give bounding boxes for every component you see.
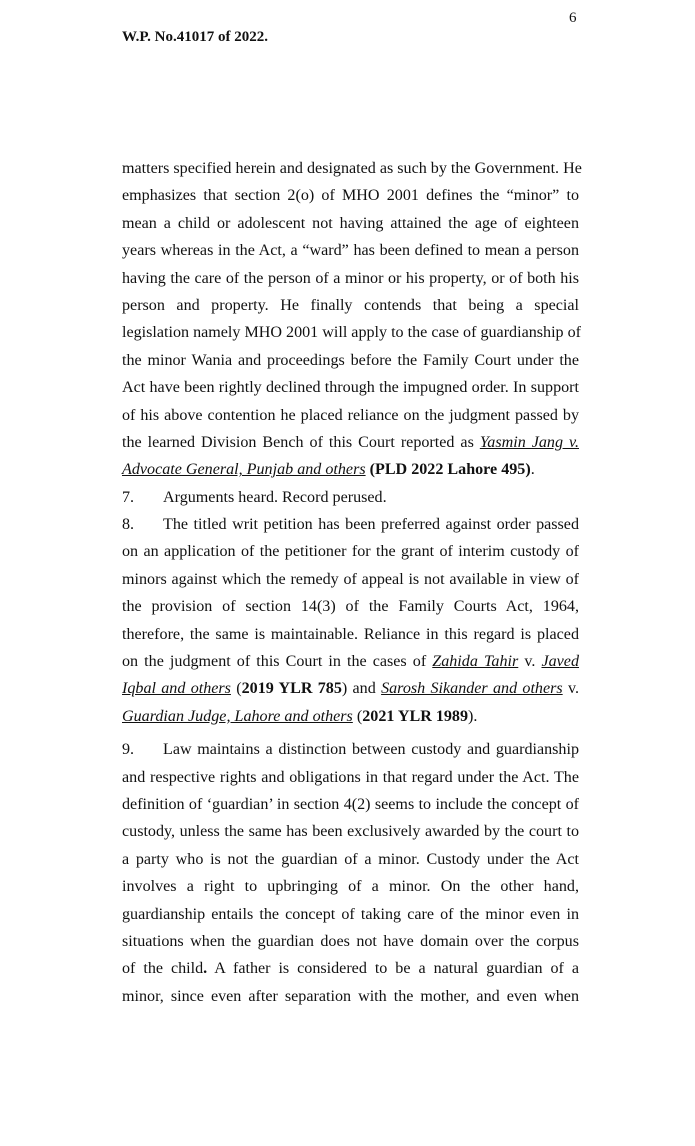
text-segment: and respective rights and obligations in that regard under the Act. The (122, 768, 579, 786)
text-segment: A father is considered to be a natural guardian of a (207, 960, 579, 978)
paragraph-8 (122, 511, 579, 730)
text-segment: The titled writ petition has been preferred against order passed (163, 516, 579, 534)
text-segment: of his above contention he placed reliance on the judgment passed by (122, 406, 579, 424)
case-citation-name: Guardian Judge, Lahore and others (122, 707, 353, 725)
paragraph-number: 8. (122, 516, 135, 534)
text-segment: v. (518, 653, 542, 671)
text-line (122, 237, 579, 264)
text-line (122, 764, 579, 791)
paragraph-9 (122, 736, 579, 1010)
text-line (122, 901, 579, 928)
text-line (122, 983, 579, 1010)
text-segment: minors against which the remedy of appeal is not available in view of (122, 570, 579, 588)
case-citation-name: Zahida Tahir (432, 653, 519, 671)
case-citation-name: Yasmin Jang v. (479, 433, 579, 451)
text-line (122, 791, 579, 818)
case-citation-name: Sarosh Sikander and others (381, 680, 563, 698)
law-report-citation: . (203, 960, 208, 978)
text-segment: Act have been rightly declined through the impugned order. In support (122, 379, 579, 397)
text-segment: having the care of the person of a minor or his property, or of both his (122, 269, 579, 287)
text-line (122, 593, 579, 620)
paragraph-number: 7. (122, 488, 135, 506)
text-line (122, 846, 579, 873)
text-segment: Arguments heard. Record perused. (163, 488, 387, 506)
text-line (122, 736, 579, 763)
text-line (122, 955, 579, 982)
text-segment: situations when the guardian does not have domain over the corpus (122, 932, 579, 950)
text-segment: on an application of the petitioner for the grant of interim custody of (122, 543, 579, 561)
text-segment: custody, unless the same has been exclusively awarded by the court to (122, 823, 579, 841)
text-segment: Law maintains a distinction between custody and guardianship (163, 741, 579, 759)
text-line (122, 873, 579, 900)
text-segment: therefore, the same is maintainable. Reliance in this regard is placed (122, 625, 579, 643)
text-segment: . (530, 461, 535, 479)
text-segment: definition of ‘guardian’ in section 4(2) seems to include the concept of (122, 795, 579, 813)
text-line (122, 566, 579, 593)
text-line (122, 703, 579, 730)
case-citation-name: Javed (541, 653, 579, 671)
text-segment: ) and (341, 680, 382, 698)
text-line (122, 155, 582, 182)
text-line (122, 675, 579, 702)
text-segment: years whereas in the Act, a “ward” has been defined to mean a person (122, 242, 579, 260)
paragraph-number: 9. (122, 741, 135, 759)
text-segment: the minor Wania and proceedings before the Family Court under the (122, 351, 579, 369)
text-line (122, 374, 579, 401)
text-line (122, 319, 582, 346)
text-segment: the provision of section 14(3) of the Family Courts Act, 1964, (122, 598, 579, 616)
text-line (122, 484, 579, 511)
text-segment: involves a right to upbringing of a minor. On the other hand, (122, 878, 579, 896)
text-line (122, 456, 579, 483)
text-line (122, 621, 579, 648)
text-line (122, 538, 579, 565)
document-body (122, 155, 582, 1010)
text-segment: guardianship entails the concept of taking care of the minor even in (122, 905, 579, 923)
text-segment: a party who is not the guardian of a minor. Custody under the Act (122, 850, 579, 868)
text-line (122, 292, 579, 319)
case-citation-name: Iqbal and others (122, 680, 231, 698)
text-line (122, 928, 579, 955)
law-report-citation: 2021 YLR 1989 (362, 707, 469, 725)
text-line (122, 265, 579, 292)
text-segment: mean a child or adolescent not having attained the age of eighteen (122, 214, 579, 232)
text-segment: v. (562, 680, 579, 698)
text-segment: minor, since even after separation with the mother, and even when (122, 987, 579, 1005)
text-segment: ( (230, 680, 242, 698)
law-report-citation: 2019 YLR 785 (241, 680, 342, 698)
text-line (122, 347, 579, 374)
text-line (122, 182, 579, 209)
text-line (122, 818, 579, 845)
text-segment: emphasizes that section 2(o) of MHO 2001 defines the “minor” to (122, 187, 579, 205)
text-segment: ( (352, 707, 363, 725)
text-line (122, 429, 579, 456)
text-segment: matters specified herein and designated as such by the Government. He (122, 160, 582, 177)
text-segment: on the judgment of this Court in the cases of (122, 653, 433, 671)
text-segment: person and property. He finally contends that being a special (122, 296, 579, 314)
page-number: 6 (569, 10, 577, 26)
text-segment: the learned Division Bench of this Court reported as (122, 433, 480, 451)
law-report-citation: (PLD 2022 Lahore 495) (369, 461, 531, 479)
text-line (122, 402, 579, 429)
text-segment: legislation namely MHO 2001 will apply to the case of guardianship of (122, 324, 582, 342)
text-line (122, 648, 579, 675)
text-segment: of the child (122, 960, 204, 978)
case-header: W.P. No.41017 of 2022. (122, 29, 268, 45)
text-line (122, 511, 579, 538)
paragraph-7 (122, 484, 579, 511)
case-citation-name: Advocate General, Punjab and others (122, 461, 366, 479)
text-segment: ). (468, 707, 478, 725)
paragraph (122, 155, 582, 484)
text-line (122, 210, 579, 237)
